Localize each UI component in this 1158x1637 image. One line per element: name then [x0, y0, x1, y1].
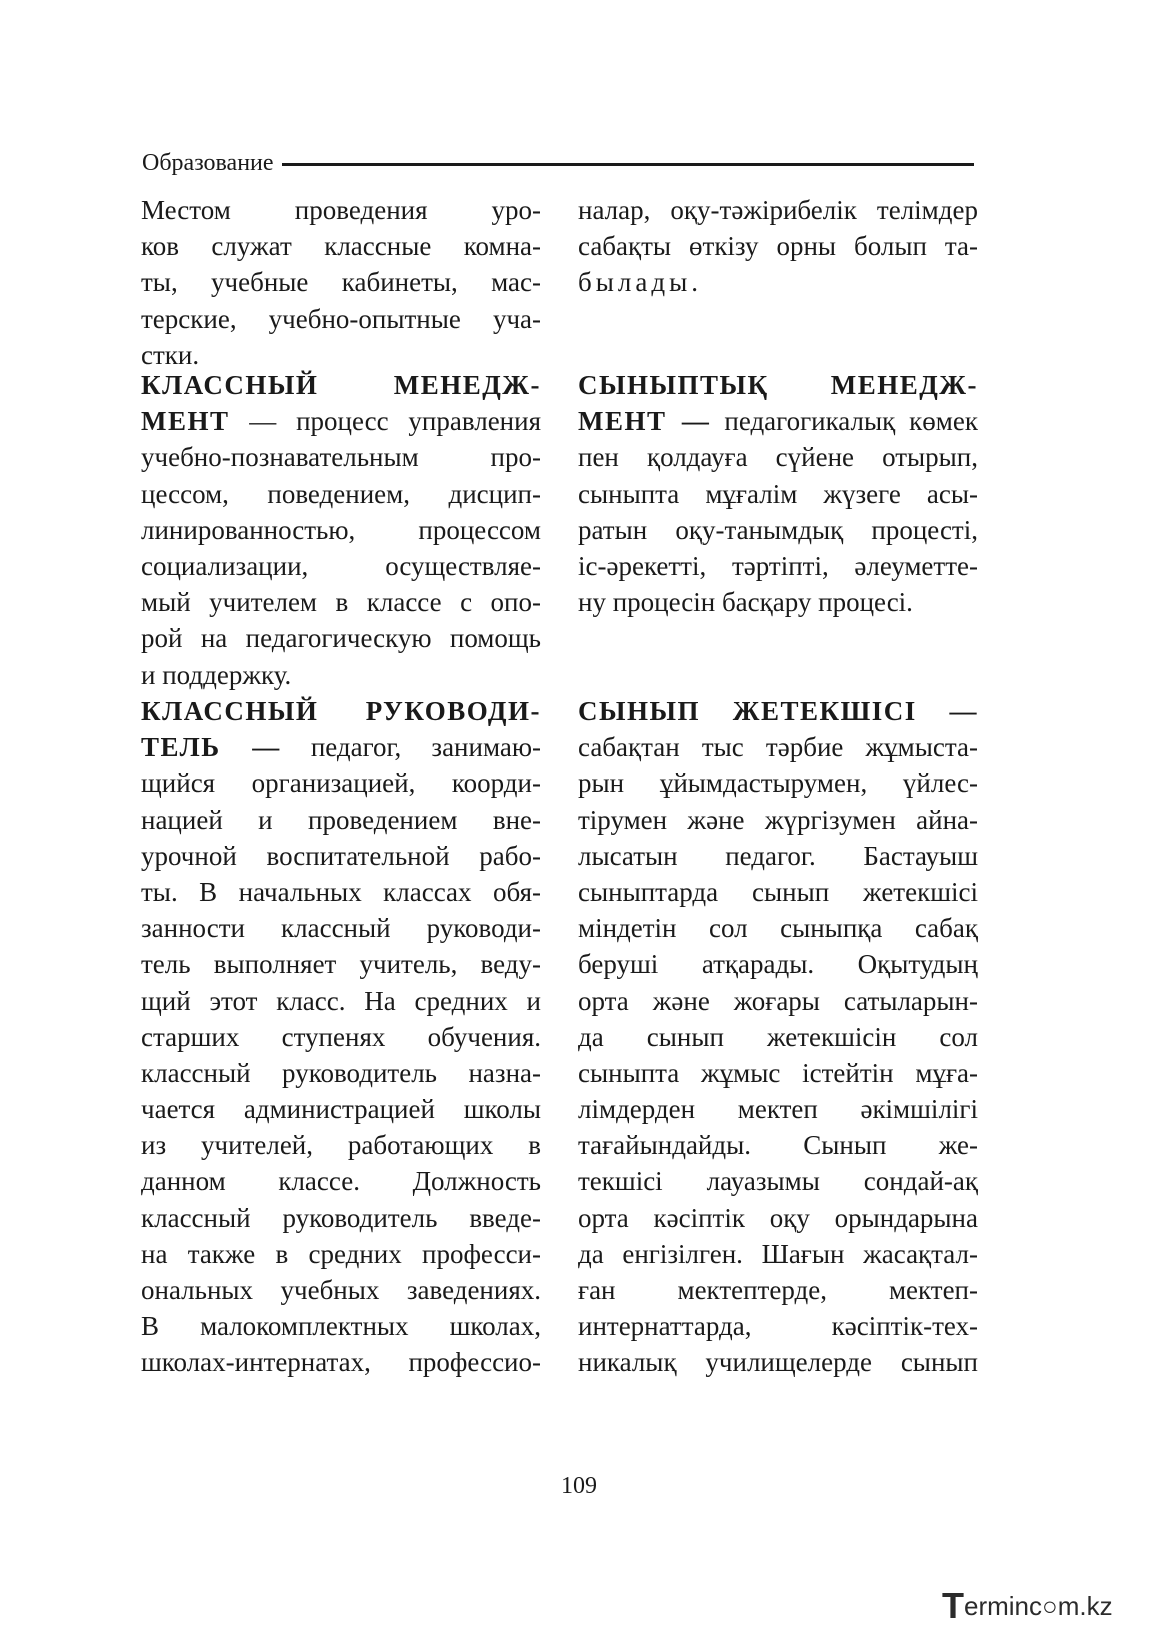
header-rule — [282, 163, 974, 166]
text-line: сыныптарда сынып жетекшісі — [578, 876, 978, 907]
running-header — [142, 146, 974, 180]
entry-term: СЫНЫП ЖЕТЕКШІСІ — — [578, 696, 978, 726]
text-line: терские, учебно-опытные уча- — [141, 303, 541, 334]
entry-class-teacher-ru — [141, 693, 541, 1381]
watermark-initial: T — [942, 1585, 964, 1626]
text-line: тағайындайды. Сынып же- — [578, 1130, 978, 1161]
text-line: стки. — [141, 339, 200, 370]
text-line: тірумен және жүргізумен айна- — [578, 804, 978, 835]
entry-term: СЫНЫПТЫҚ МЕНЕДЖ- — [578, 370, 978, 400]
text-line: рын ұйымдастырумен, үйлес- — [578, 768, 978, 799]
text-line: нацией и проведением вне- — [141, 804, 541, 835]
left-intro-paragraph — [141, 192, 541, 373]
text-line: беруші атқарады. Оқытудың — [578, 949, 978, 980]
watermark-text: erminc○m.kz — [964, 1591, 1113, 1621]
text-line: Местом проведения уро- — [141, 195, 541, 225]
entry-term: МЕНТ — [141, 406, 230, 437]
text-line: никалық училищелерде сынып — [578, 1347, 978, 1378]
text-line — [578, 403, 978, 439]
text-line: сабақтан тыс тәрбие жұмыста- — [578, 732, 978, 763]
entry-classroom-management-kz — [578, 367, 978, 620]
text-line: налар, оқу-тәжірибелік телімдер — [578, 195, 978, 225]
text-line — [141, 729, 541, 765]
entry-class-teacher-kz — [578, 693, 978, 1381]
text-line: В малокомплектных школах, — [141, 1311, 541, 1342]
text-line: сыныпта мұғалім жүзеге асы- — [578, 478, 978, 509]
text-line: классный руководитель введе- — [141, 1202, 541, 1233]
text-line: текшісі лауазымы сондай-ақ — [578, 1166, 978, 1197]
text-line: из учителей, работающих в — [141, 1130, 541, 1161]
text-line: щий этот класс. На средних и — [141, 985, 541, 1016]
text-line: старших ступенях обучения. — [141, 1021, 541, 1052]
text-line: учебно-познавательным про- — [141, 442, 541, 473]
definition-start: педагог, занимаю- — [280, 732, 541, 763]
text-line: да енгізілген. Шағын жасақтал- — [578, 1238, 978, 1269]
text-line: сыныпта жұмыс істейтін мұға- — [578, 1057, 978, 1088]
definition-start: педагогикалық көмек — [710, 406, 978, 437]
text-line: рой на педагогическую помощь — [141, 623, 541, 654]
text-line: ты. В начальных классах обя- — [141, 876, 541, 907]
text-line: интернаттарда, кәсіптік-тех- — [578, 1311, 978, 1342]
text-line: социализации, осуществляе- — [141, 550, 541, 581]
text-line: орта кәсіптік оқу орындарына — [578, 1202, 978, 1233]
text-line: ну процесін басқару процесі. — [578, 587, 913, 618]
entry-term: КЛАССНЫЙ МЕНЕДЖ- — [141, 370, 541, 400]
text-line: школах-интернатах, профессио- — [141, 1347, 541, 1378]
section-name: Образование — [142, 150, 274, 176]
right-intro-paragraph — [578, 192, 978, 301]
text-line: цессом, поведением, дисцип- — [141, 478, 541, 509]
entry-term: МЕНТ — — [578, 406, 711, 437]
text-line: чается администрацией школы — [141, 1094, 541, 1125]
entry-term: ТЕЛЬ — — [141, 732, 281, 763]
entry-classroom-management-ru — [141, 367, 541, 693]
text-line: ты, учебные кабинеты, мас- — [141, 267, 541, 298]
text-line: да сынып жетекшісін сол — [578, 1021, 978, 1052]
text-line: ков служат классные комна- — [141, 231, 541, 262]
text-line: орта және жоғары сатыларын- — [578, 985, 978, 1016]
definition-start: — процесс управления — [229, 406, 541, 437]
text-line: іс-әрекетті, тәртіпті, әлеуметте- — [578, 550, 978, 581]
entry-term: КЛАССНЫЙ РУКОВОДИ- — [141, 696, 541, 726]
text-line: и поддержку. — [141, 659, 292, 690]
text-line: пен қолдауға сүйене отырып, — [578, 442, 978, 473]
text-line: щийся организацией, коорди- — [141, 768, 541, 799]
text-line: міндетін сол сыныпқа сабақ — [578, 913, 978, 944]
text-line: урочной воспитательной рабо- — [141, 840, 541, 871]
text-line: тель выполняет учитель, веду- — [141, 949, 541, 980]
text-line: ратын оқу-танымдық процесті, — [578, 514, 978, 545]
text-line: былады. — [578, 267, 702, 298]
text-line: лысатын педагог. Бастауыш — [578, 840, 978, 871]
text-line — [141, 403, 541, 439]
text-line: лімдерден мектеп әкімшілігі — [578, 1094, 978, 1125]
text-line: классный руководитель назна- — [141, 1057, 541, 1088]
text-line: линированностью, процессом — [141, 514, 541, 545]
text-line: ған мектептерде, мектеп- — [578, 1275, 978, 1305]
site-watermark-logo — [942, 1586, 1113, 1626]
page-number: 109 — [561, 1473, 597, 1499]
text-line: ональных учебных заведениях. — [141, 1275, 541, 1305]
text-line: мый учителем в классе с опо- — [141, 587, 541, 618]
text-line: сабақты өткізу орны болып та- — [578, 231, 978, 262]
text-line: данном классе. Должность — [141, 1166, 541, 1197]
text-line: занности классный руководи- — [141, 913, 541, 944]
text-line: на также в средних професси- — [141, 1238, 541, 1269]
